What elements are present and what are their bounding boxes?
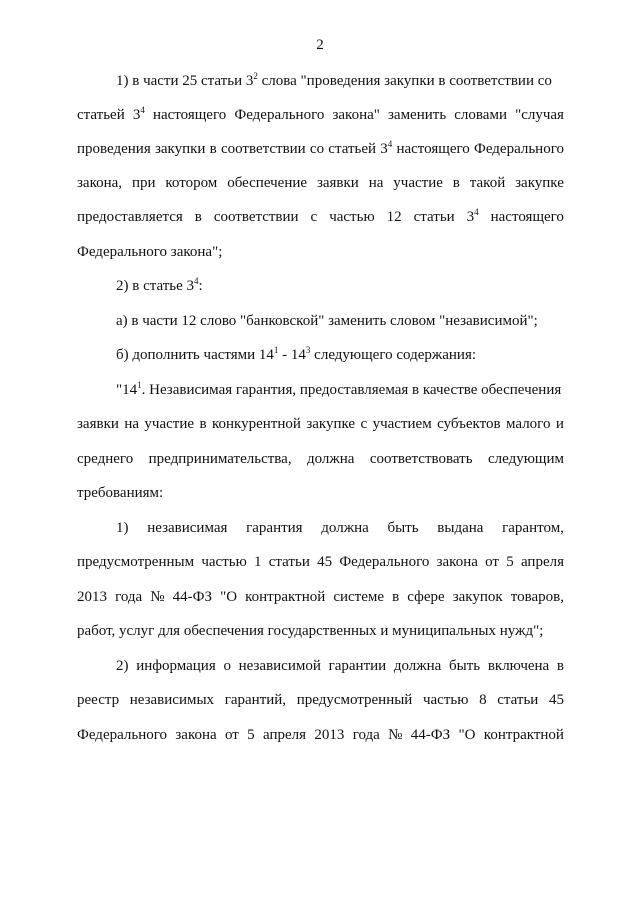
text-line: заявки на участие в конкурентной закупке с участием субъектов малого и bbox=[77, 416, 564, 432]
text-line: работ, услуг для обеспечения государственных и муниципальных нужд"; bbox=[77, 623, 544, 639]
text-line: статьей $3^4$ настоящего Федерального закона" заменить словами "случая bbox=[77, 105, 564, 123]
text-line: реестр независимых гарантий, предусмотренный частью 8 статьи 45 bbox=[77, 692, 564, 708]
text-line: 1) в части 25 статьи $3^2$ слова "проведения закупки в соответствии со bbox=[116, 71, 552, 89]
text-line: предусмотренным частью 1 статьи 45 Федерального закона от 5 апреля bbox=[77, 554, 564, 570]
text-line: проведения закупки в соответствии со статьей $3^4$ настоящего Федерального bbox=[77, 139, 564, 157]
text-line: предоставляется в соответствии с частью 12 статьи $3^4$ настоящего bbox=[77, 207, 564, 225]
text-line: Федерального закона от 5 апреля 2013 года № 44-ФЗ "О контрактной bbox=[77, 727, 564, 743]
page-number: 2 bbox=[316, 37, 324, 53]
text-line: Федерального закона"; bbox=[77, 244, 223, 260]
text-line: б) дополнить частями $14^1 - 14^3$ следующего содержания: bbox=[116, 345, 477, 363]
text-line: 2013 года № 44-ФЗ "О контрактной системе в сфере закупок товаров, bbox=[77, 589, 564, 605]
text-line: "$14^1$. Независимая гарантия, предоставляемая в качестве обеспечения bbox=[116, 380, 562, 398]
text-line: закона, при котором обеспечение заявки на участие в такой закупке bbox=[77, 175, 564, 191]
text-line: 1) независимая гарантия должна быть выдана гарантом, bbox=[116, 520, 564, 536]
text-line: требованиям: bbox=[77, 485, 164, 501]
text-line: среднего предпринимательства, должна соответствовать следующим bbox=[77, 451, 564, 467]
text-line: 2) информация о независимой гарантии должна быть включена в bbox=[116, 658, 564, 674]
text-line: 2) в статье $3^4$: bbox=[116, 276, 203, 294]
text-line: а) в части 12 слово "банковской" заменить словом "независимой"; bbox=[116, 313, 538, 329]
